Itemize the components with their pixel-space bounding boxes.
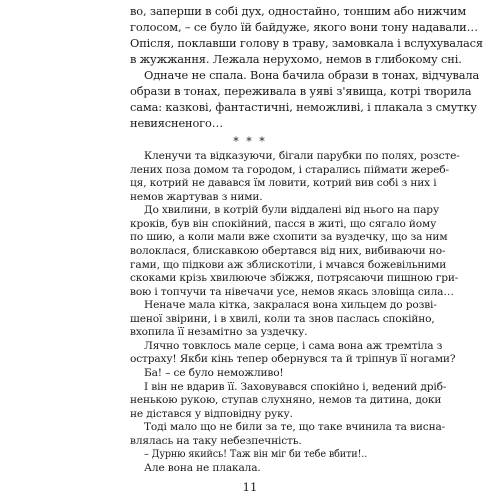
text-line: ненькою рукою, ступав слухняно, немов та дитина, доки [130, 394, 442, 407]
text-line: не дістався у відповідну руку. [130, 407, 293, 420]
text-line: во, заперши в собі дух, одностайно, тоншим або нижчим [130, 4, 467, 18]
text-line: голосом, – се було їй байдуже, якого вони тону надавали… [130, 20, 478, 34]
text-line: Одначе не спала. Вона бачила образи в тонах, відчувала [144, 68, 480, 82]
text-line: Але вона не плакала. [144, 462, 261, 474]
text-line: гами, що підкови аж зблискотіли, і мчався божевільними [130, 258, 447, 271]
text-line: Тоді мало що не били за те, що таке вчинила та висна- [144, 421, 446, 434]
text-line: Лячно товклось мале серце, і сама вона аж тремтіла з [144, 339, 443, 352]
text-line: влялась на таку небезпечність. [130, 434, 302, 447]
text-line: Опісля, поклавши голову в траву, замовкала і вслухувалася [130, 36, 483, 50]
text-line: вхопила її незамітно за уздечку. [130, 326, 308, 339]
text-line: – Дурню якийсь! Таж він міг би тебе вбити!.. [144, 448, 368, 461]
text-line: І він не вдарив її. Заховувався спокійно і, ведений дріб- [144, 380, 447, 393]
page-number: 11 [242, 480, 258, 494]
text-line: по шию, а коли мали вже схопити за вуздечку, що за ним [130, 231, 448, 244]
text-line: кроків, був він спокійний, пасся в житі, що сягало йому [130, 217, 437, 230]
text-line: невиясненого… [130, 116, 223, 130]
text-line: вою і топчучи та нівечачи усе, немов якась зловіща сила… [130, 285, 454, 298]
text-line: Кленучи та відказуючи, бігали парубки по полях, розсте- [144, 150, 460, 162]
text-line: Ба! – се було неможливо! [144, 367, 284, 380]
text-line: остраху! Якби кінь тепер обернувся та й тріпнув її ногами? [130, 353, 456, 366]
section-separator: * * * [233, 135, 267, 148]
text-line: волоклася, блискавкою обертався від них, вибиваючи но- [130, 244, 446, 257]
text-line: в жужжання. Лежала нерухомо, немов в глибокому сні. [130, 52, 462, 66]
text-line: скоками крізь хвилююче збіжжя, потрясаючи пишною гри- [130, 272, 459, 285]
text-line: шеної звірини, і в хвилі, коли та знов паслась спокійно, [130, 312, 435, 325]
text-line: Неначе мала кітка, закралася вона хильцем до розві- [144, 299, 437, 312]
text-line: ця, котрий не давався їм ловити, котрий вив собі з них і [130, 177, 437, 190]
text-line: До хвилини, в котрій були віддалені від нього на пару [144, 204, 440, 217]
text-line: немов жартував з ними. [130, 190, 263, 203]
text-line: лених поза домом та городом, і старались піймати жереб- [130, 163, 449, 176]
text-line: образи в тонах, переживала в уяві з'явища, котрі творила [130, 84, 472, 98]
text-line: сама: казкові, фантастичні, неможливі, і плакала з смутку [130, 100, 477, 114]
